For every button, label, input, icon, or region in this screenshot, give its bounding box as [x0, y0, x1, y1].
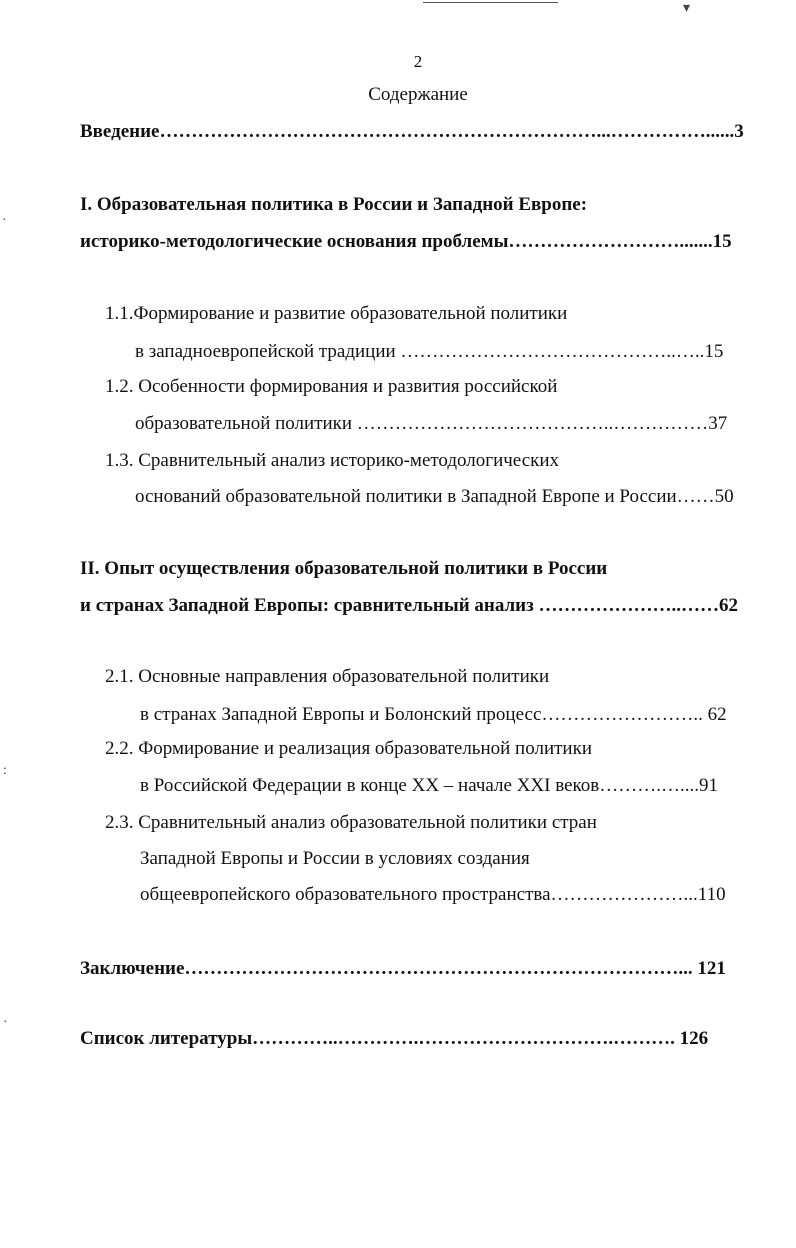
- scan-artifact-line: [423, 2, 558, 3]
- toc-section-2-1-cont[interactable]: в странах Западной Европы и Болонский процесс…………………….. 62: [140, 704, 727, 725]
- toc-section-2-1[interactable]: 2.1. Основные направления образовательной политики: [105, 666, 550, 687]
- scan-mark: :: [3, 763, 7, 778]
- scan-mark: ▾: [683, 1, 691, 16]
- toc-chapter-2-heading[interactable]: II. Опыт осуществления образовательной политики в России: [80, 558, 608, 579]
- toc-section-1-1[interactable]: 1.1.Формирование и развитие образовательной политики: [105, 303, 568, 324]
- toc-entry-bibliography[interactable]: Список литературы…………..………….………………………….………. 126: [80, 1028, 709, 1049]
- toc-chapter-1-heading-cont[interactable]: историко-методологические основания проблемы……………………….......15: [80, 231, 732, 252]
- toc-section-1-2-cont[interactable]: образовательной политики …………………………………..……………37: [135, 413, 728, 434]
- toc-chapter-1-heading[interactable]: I. Образовательная политика в России и Западной Европе:: [80, 194, 588, 215]
- toc-section-2-2-cont[interactable]: в Российской Федерации в конце XX – начале XXI веков……….…....91: [140, 775, 718, 796]
- toc-section-1-3[interactable]: 1.3. Сравнительный анализ историко-методологических: [105, 450, 560, 471]
- toc-section-1-3-cont[interactable]: оснований образовательной политики в Западной Европе и России……50: [135, 486, 734, 507]
- toc-entry-introduction[interactable]: Введение……………………………………………………………...……………......3: [80, 121, 744, 142]
- toc-section-2-3-cont[interactable]: Западной Европы и России в условиях создания: [140, 848, 530, 869]
- toc-title: Содержание: [368, 84, 468, 105]
- page-number: 2: [413, 52, 423, 71]
- toc-chapter-2-heading-cont[interactable]: и странах Западной Европы: сравнительный анализ …………………..……62: [80, 595, 739, 616]
- toc-entry-conclusion[interactable]: Заключение……………………………………………………………………... 121: [80, 958, 726, 979]
- toc-section-1-1-cont[interactable]: в западноевропейской традиции ……………………………………..…..15: [135, 341, 724, 362]
- toc-section-2-3[interactable]: 2.3. Сравнительный анализ образовательной политики стран: [105, 812, 597, 833]
- toc-section-2-3-cont2[interactable]: общеевропейского образовательного пространства…………………...110: [140, 884, 726, 905]
- toc-section-2-2[interactable]: 2.2. Формирование и реализация образовательной политики: [105, 738, 592, 759]
- scan-mark: ·: [2, 213, 7, 228]
- scan-mark: ·: [3, 1015, 8, 1030]
- toc-section-1-2[interactable]: 1.2. Особенности формирования и развития российской: [105, 376, 558, 397]
